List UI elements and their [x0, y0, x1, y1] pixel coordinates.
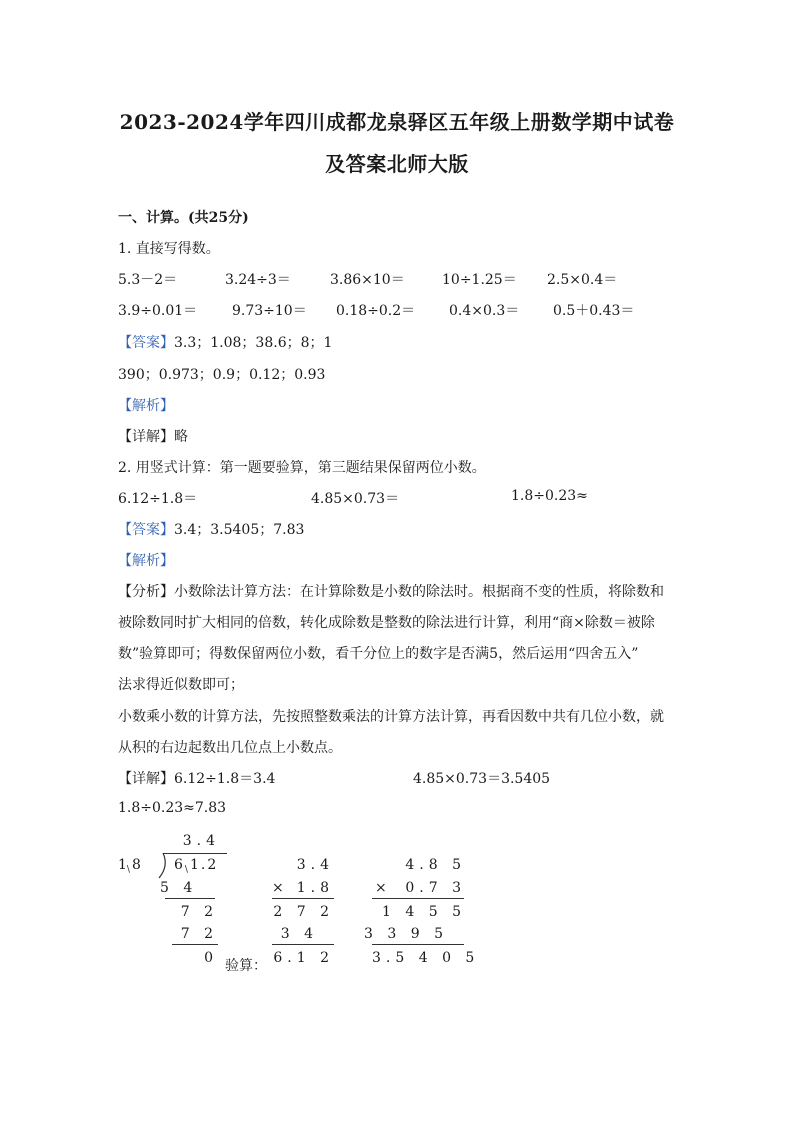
fenxi-tag: 【分析】	[118, 584, 174, 600]
q1-r1-item: 3.24÷3＝	[225, 272, 291, 288]
divisor-digit: 1	[118, 857, 127, 873]
q2-fenxi-line1	[118, 581, 664, 601]
mult-rule	[372, 898, 464, 899]
check-rule	[272, 898, 334, 899]
q1-prompt: 1. 直接写得数。	[118, 241, 220, 257]
mult-result: 3.5 4 0 5	[372, 950, 480, 966]
answer-tag: 【答案】	[118, 522, 174, 538]
division-remainder: 0	[204, 950, 218, 966]
division-bracket	[155, 853, 169, 879]
check-second: 1.8	[296, 880, 334, 896]
check-p2: 3 4	[280, 926, 318, 942]
shift-mark: \	[184, 865, 190, 875]
q1-r1-item: 3.86×10＝	[330, 272, 405, 288]
q1-analysis-tag: 【解析】	[118, 398, 174, 414]
q2-answer	[118, 519, 304, 539]
check-top: 3.4	[296, 857, 334, 873]
detail-tag: 【详解】	[118, 771, 174, 787]
dividend-digit: 6	[174, 857, 185, 873]
q2-mult-line2: 从积的右边起数出几位点上小数点。	[118, 740, 342, 756]
q2-detail-eq2: 4.85×0.73＝3.5405	[413, 771, 551, 787]
q1-r1-item: 2.5×0.4＝	[547, 272, 618, 288]
detail-tag: 【详解】	[118, 429, 174, 445]
division-dividend	[174, 857, 218, 875]
division-quotient: 3.4	[182, 833, 220, 849]
mult-p2: 3 3 9 5	[364, 926, 448, 942]
q2-detail-eq3: 1.8÷0.23≈7.83	[118, 800, 227, 816]
q2-mult-line1: 小数乘小数的计算方法，先按照整数乘法的计算方法计算，再看因数中共有几位小数，就	[118, 709, 664, 725]
q1-detail-text: 略	[174, 429, 188, 445]
q1-r2-item: 0.4×0.3＝	[449, 303, 520, 319]
check-p1: 2 7 2	[273, 904, 334, 920]
divisor-digit: 8	[131, 857, 141, 873]
q1-r2-item: 3.9÷0.01＝	[118, 303, 198, 319]
q2-prompt: 2. 用竖式计算：第一题要验算，第三题结果保留两位小数。	[118, 460, 486, 476]
section-heading: 一、计算。(共25分)	[118, 210, 249, 226]
dividend-digit: 1.2	[189, 857, 219, 873]
division-step3: 7 2	[180, 926, 218, 942]
q2-problem: 4.85×0.73＝	[311, 491, 400, 507]
division-rule	[165, 898, 215, 899]
check-label: 验算：	[225, 958, 267, 974]
division-divisor	[118, 857, 141, 875]
division-top-bar	[163, 853, 227, 854]
check-result: 6.1 2	[273, 950, 334, 966]
mult-second: 0.7 3	[405, 880, 466, 896]
fenxi-text: 小数除法计算方法：在计算除数是小数的除法时。根据商不变的性质，将除数和	[174, 584, 664, 600]
q1-r2-item: 0.18÷0.2＝	[336, 303, 416, 319]
doc-title-line1: 2023-2024学年四川成都龙泉驿区五年级上册数学期中试卷	[119, 110, 675, 134]
check-op: ×	[272, 880, 284, 896]
q2-problem: 1.8÷0.23≈	[511, 488, 588, 504]
q1-r1-item: 10÷1.25＝	[442, 272, 517, 288]
q1-answer-text: 3.3；1.08；38.6；8；1	[174, 335, 333, 351]
q1-answer	[118, 332, 332, 352]
q2-detail-line	[118, 768, 275, 788]
answer-tag: 【答案】	[118, 335, 174, 351]
check-rule	[272, 944, 334, 945]
q1-r2-item: 0.5＋0.43＝	[553, 303, 635, 319]
q2-detail-eq1: 6.12÷1.8＝3.4	[174, 771, 276, 787]
mult-top: 4.8 5	[405, 857, 466, 873]
division-rule	[172, 944, 218, 945]
q1-detail	[118, 426, 188, 446]
division-step2: 7 2	[180, 904, 218, 920]
q1-answer-line2: 390；0.973；0.9；0.12；0.93	[118, 367, 326, 383]
q1-r1-item: 5.3－2＝	[118, 272, 178, 288]
mult-p1: 1 4 5 5	[382, 904, 466, 920]
q2-fenxi-line2: 被除数同时扩大相同的倍数，转化成除数是整数的除法进行计算，利用“商×除数＝被除	[118, 615, 655, 631]
doc-title-line2: 及答案北师大版	[325, 152, 469, 176]
shift-mark: \	[126, 865, 130, 875]
q2-analysis-tag: 【解析】	[118, 553, 174, 569]
q2-problem: 6.12÷1.8＝	[118, 491, 198, 507]
q2-fenxi-line3: 数”验算即可；得数保留两位小数，看千分位上的数字是否满5，然后运用“四舍五入”	[118, 646, 639, 662]
mult-rule	[372, 944, 464, 945]
division-step1: 5 4	[160, 880, 198, 896]
mult-op: ×	[375, 880, 387, 896]
q1-r2-item: 9.73÷10＝	[232, 303, 307, 319]
q2-answer-text: 3.4；3.5405；7.83	[174, 522, 305, 538]
q2-fenxi-line4: 法求得近似数即可；	[118, 677, 244, 693]
